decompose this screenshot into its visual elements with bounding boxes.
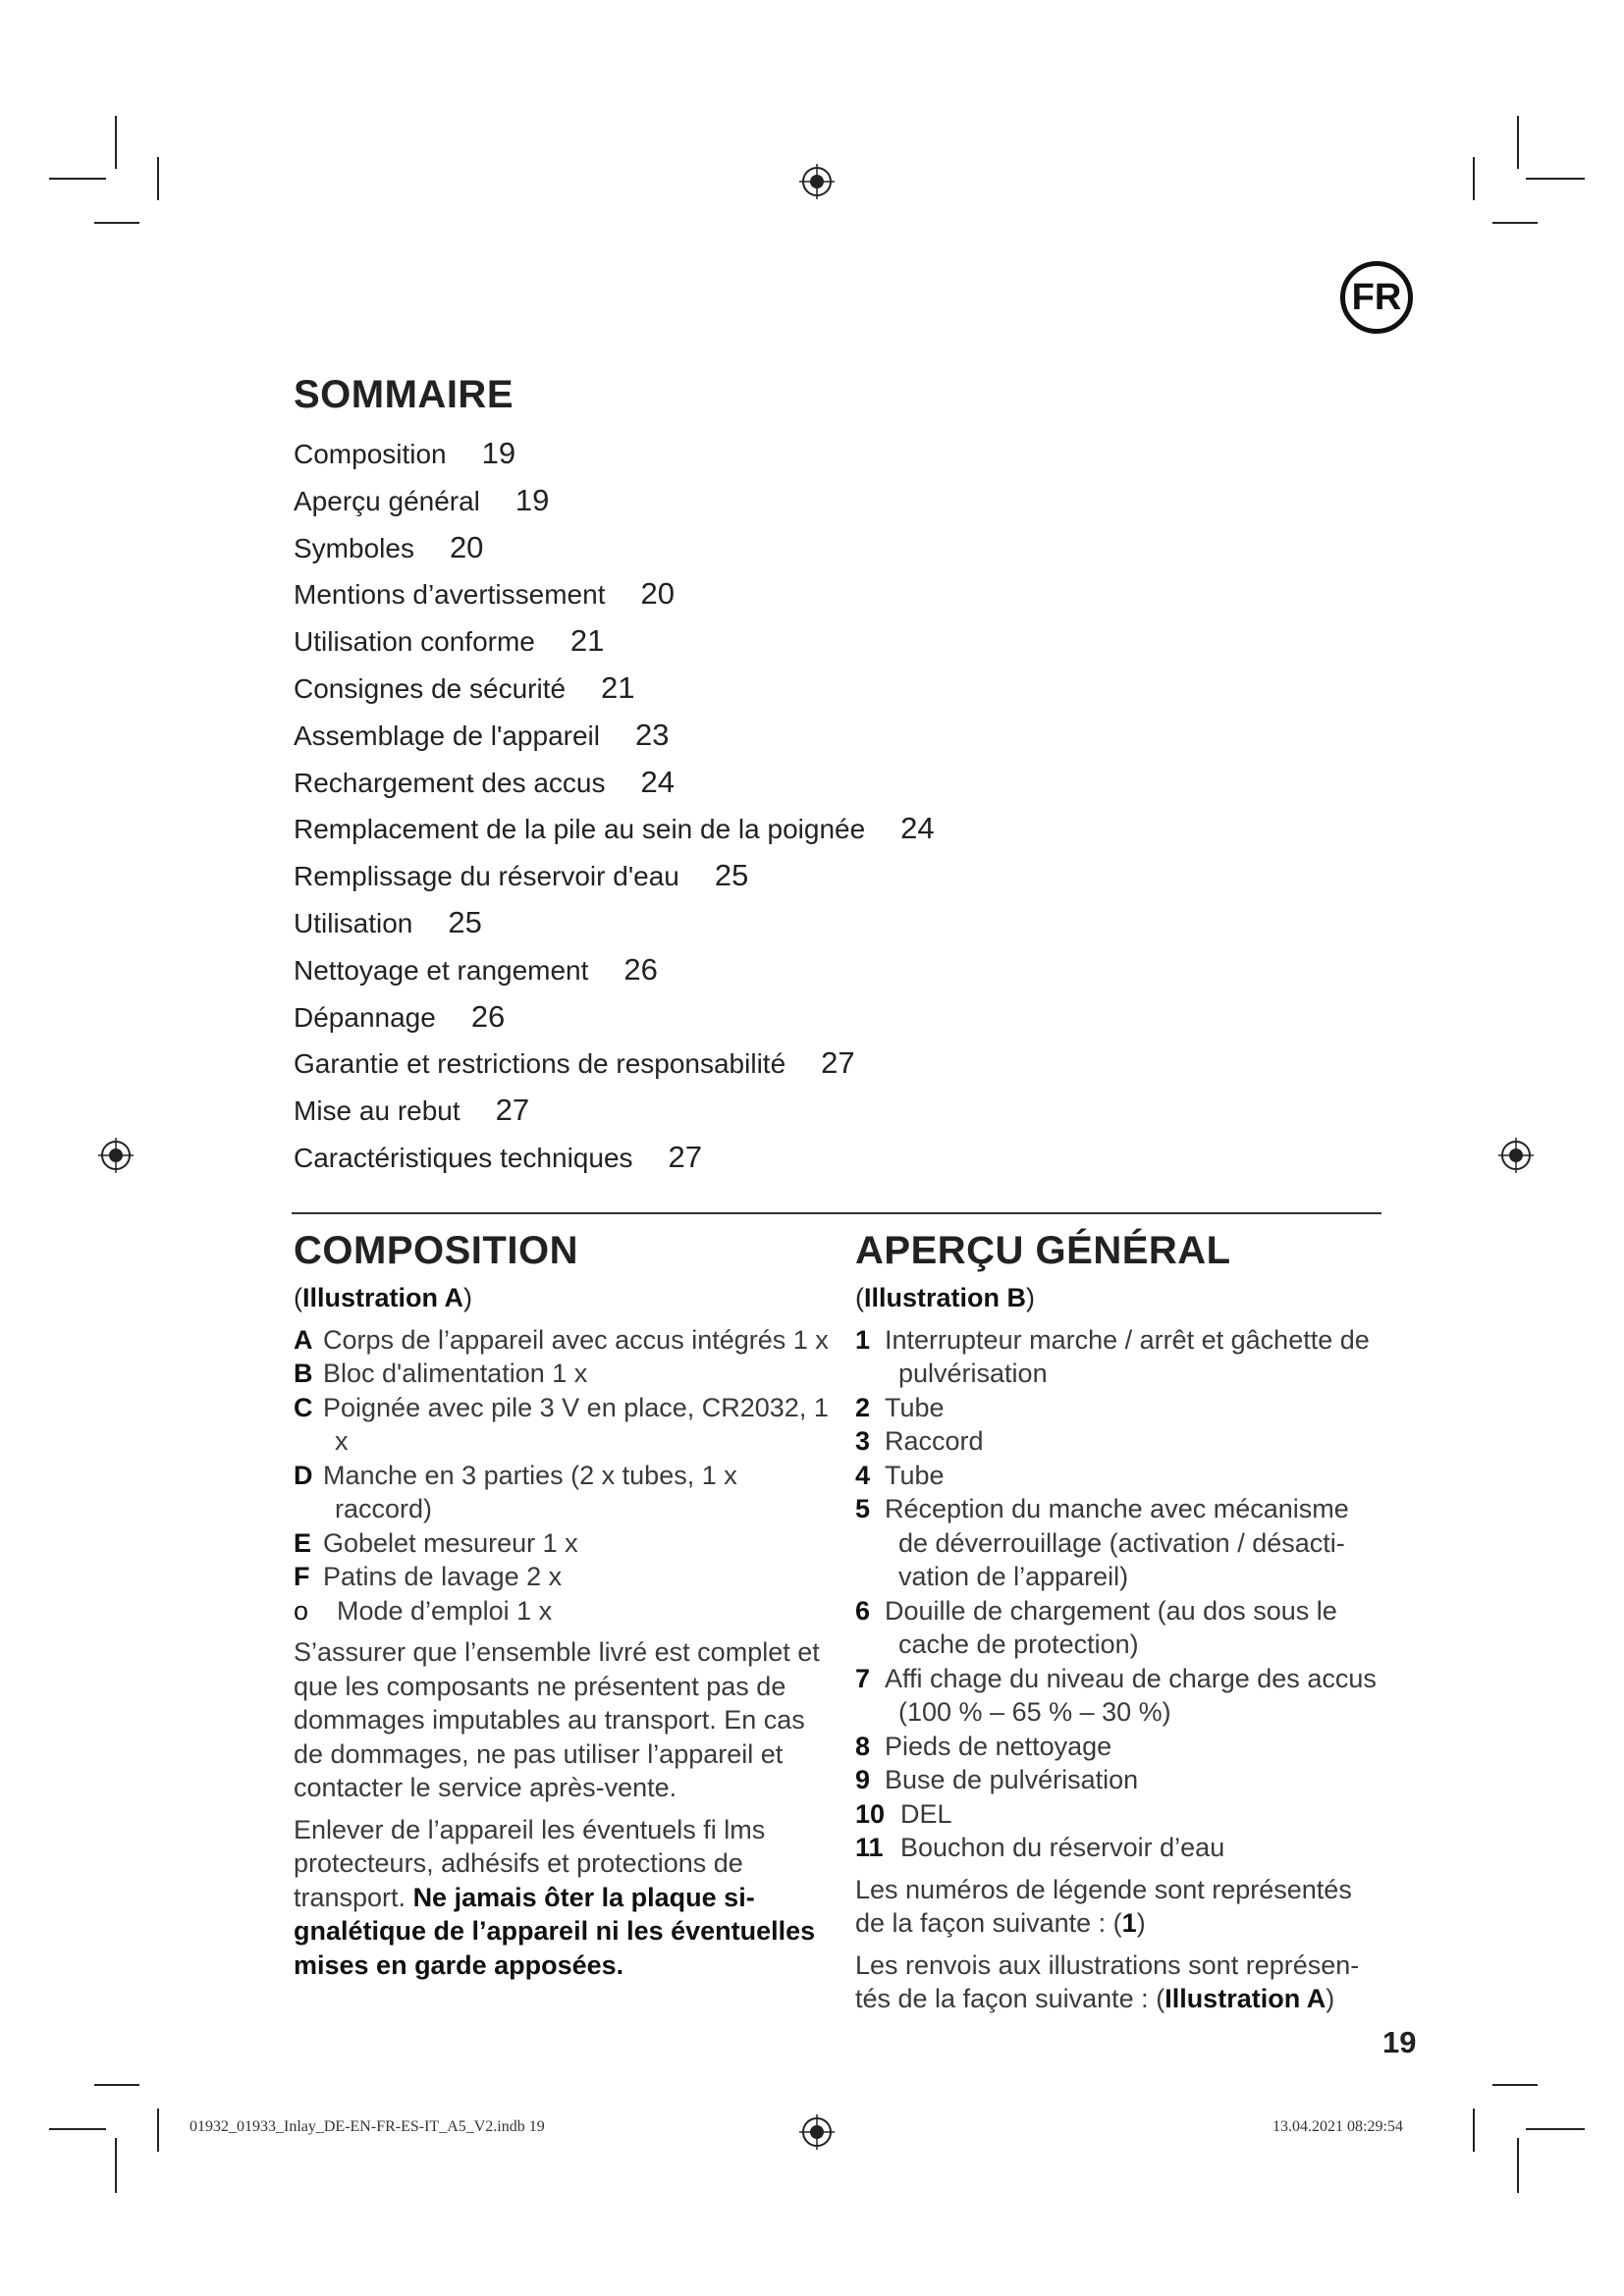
toc-entry	[294, 670, 935, 718]
composition-warning-paragraph: Enlever de l’appareil les éventuels fi lms protecteurs, adhésifs et protections de transport. Ne jamais ôter la plaque si-gnalétique de l’appareil ni les éventuelles mises en garde apposées.	[294, 1814, 816, 1980]
section-divider	[292, 1212, 1381, 1214]
list-item-key: 10	[855, 1798, 886, 1829]
toc-entry-label: Utilisation conforme	[294, 626, 535, 658]
list-item-key: E	[294, 1527, 312, 1558]
language-badge: FR	[1340, 261, 1413, 334]
toc-entry-page: 25	[714, 858, 749, 893]
toc-entry-label: Mise au rebut	[294, 1095, 460, 1127]
list-item-key: 2	[855, 1392, 871, 1422]
toc-entry-page: 21	[569, 623, 605, 659]
toc-entry-label: Caractéristiques techniques	[294, 1142, 633, 1173]
list-item-key: C	[294, 1392, 313, 1422]
list-item	[855, 1323, 1385, 1391]
toc-entry-page: 24	[640, 764, 675, 799]
toc-entry-label: Nettoyage et rangement	[294, 954, 589, 986]
footer-datetime: 13.04.2021 08:29:54	[1272, 2118, 1403, 2135]
page-number: 19	[1382, 2025, 1417, 2059]
list-item-text: Gobelet mesureur 1 x	[323, 1527, 578, 1558]
list-item-text: Tube	[885, 1460, 945, 1490]
toc-entry-label: Garantie et restrictions de responsabilité	[294, 1048, 786, 1080]
list-item-key: 8	[855, 1731, 871, 1761]
composition-title: COMPOSITION	[294, 1229, 578, 1272]
list-item-text: Buse de pulvérisation	[885, 1765, 1139, 1794]
toc-entry	[294, 623, 935, 670]
composition-column	[294, 1281, 832, 1982]
toc-entry	[294, 999, 935, 1046]
registration-mark-icon	[1496, 1136, 1536, 1175]
overview-column	[855, 1281, 1385, 2016]
list-item	[855, 1763, 1385, 1797]
toc-entry	[294, 1093, 935, 1140]
list-item-text: Poignée avec pile 3 V en place, CR2032, 1 x	[323, 1392, 829, 1456]
list-item	[855, 1730, 1385, 1764]
toc-entry	[294, 858, 935, 905]
list-item-text: Corps de l’appareil avec accus intégrés 1 x	[323, 1324, 829, 1355]
toc-entry	[294, 576, 935, 623]
list-item	[855, 1662, 1385, 1730]
list-item-key: 4	[855, 1460, 871, 1490]
toc-entry-page: 23	[634, 717, 670, 752]
list-item	[855, 1459, 1385, 1493]
list-item-key: B	[294, 1359, 313, 1388]
toc-entry-label: Aperçu général	[294, 485, 480, 516]
list-item-text: Tube	[885, 1392, 945, 1422]
toc-entry	[294, 483, 935, 530]
table-of-contents	[294, 436, 935, 1187]
toc-entry-page: 19	[481, 436, 516, 470]
toc-entry-page: 20	[640, 576, 675, 612]
toc-entry-label: Consignes de sécurité	[294, 672, 567, 704]
list-item	[294, 1594, 832, 1629]
toc-entry-label: Symboles	[294, 532, 414, 563]
list-item	[855, 1831, 1385, 1865]
toc-entry	[294, 952, 935, 999]
composition-list	[294, 1323, 832, 1629]
list-item	[855, 1492, 1385, 1594]
list-item	[294, 1323, 832, 1358]
toc-entry-page: 27	[821, 1045, 855, 1081]
toc-entry-page: 25	[448, 904, 482, 939]
registration-mark-icon	[797, 2112, 837, 2152]
toc-entry-page: 27	[668, 1139, 702, 1174]
list-item-key: o	[294, 1595, 309, 1626]
toc-entry-page: 20	[449, 529, 484, 564]
toc-entry-label: Utilisation	[294, 907, 413, 938]
list-item-text: Mode d’emploi 1 x	[337, 1595, 553, 1626]
list-item	[855, 1594, 1385, 1662]
registration-mark-icon	[96, 1136, 135, 1175]
toc-entry-label: Composition	[294, 439, 447, 469]
list-item-key: A	[294, 1324, 313, 1355]
list-item-key: 9	[855, 1765, 871, 1794]
list-item-text: Bloc d'alimentation 1 x	[323, 1359, 588, 1388]
toc-entry-label: Mentions d’avertissement	[294, 579, 606, 611]
list-item-key: D	[294, 1460, 313, 1490]
list-item-text: Patins de lavage 2 x	[323, 1562, 563, 1591]
toc-entry	[294, 765, 935, 812]
list-item-text: Douille de chargement (au dos sous le cache de protection)	[885, 1595, 1337, 1659]
toc-entry-label: Assemblage de l'appareil	[294, 720, 600, 751]
list-item	[294, 1526, 832, 1561]
toc-entry	[294, 530, 935, 577]
overview-note-legend: Les numéros de légende sont représentés de la façon suivante : (1)	[855, 1874, 1352, 1938]
list-item-text: Réception du manche avec mécanisme de déverrouillage (activation / désacti-vation de l’appareil)	[885, 1494, 1349, 1591]
list-item	[294, 1357, 832, 1391]
toc-entry-page: 27	[495, 1093, 530, 1128]
list-item	[855, 1424, 1385, 1459]
toc-entry	[294, 718, 935, 765]
composition-illustration-ref: (Illustration A)	[294, 1283, 473, 1312]
list-item-text: Affi chage du niveau de charge des accus (100 % – 65 % – 30 %)	[885, 1663, 1377, 1727]
toc-entry-page: 26	[470, 998, 506, 1034]
toc-entry-label: Remplissage du réservoir d'eau	[294, 861, 679, 892]
footer-file-info: 01932_01933_Inlay_DE-EN-FR-ES-IT_A5_V2.indb 19	[189, 2118, 545, 2135]
summary-title: SOMMAIRE	[294, 373, 514, 416]
list-item-key: 5	[855, 1494, 871, 1523]
overview-list	[855, 1323, 1385, 1865]
toc-entry-label: Dépannage	[294, 1001, 436, 1033]
toc-entry-page: 24	[900, 811, 935, 846]
toc-entry-page: 26	[623, 951, 658, 987]
list-item-text: Interrupteur marche / arrêt et gâchette de pulvérisation	[885, 1324, 1370, 1388]
toc-entry-page: 19	[514, 482, 550, 517]
toc-entry	[294, 1045, 935, 1093]
list-item	[855, 1797, 1385, 1832]
toc-entry	[294, 436, 935, 483]
list-item-text: Raccord	[885, 1426, 984, 1456]
toc-entry-label: Rechargement des accus	[294, 767, 606, 798]
list-item-key: 3	[855, 1426, 871, 1456]
list-item-key: 1	[855, 1324, 871, 1355]
list-item-text: DEL	[900, 1798, 952, 1829]
list-item-key: 7	[855, 1663, 871, 1693]
overview-note-illustrations: Les renvois aux illustrations sont représen-tés de la façon suivante : (Illustration A)	[855, 1949, 1360, 2013]
toc-entry	[294, 811, 935, 858]
list-item	[294, 1391, 832, 1459]
toc-entry-page: 21	[601, 669, 635, 705]
list-item-text: Pieds de nettoyage	[885, 1731, 1112, 1761]
overview-illustration-ref: (Illustration B)	[855, 1283, 1036, 1312]
list-item-key: 11	[855, 1833, 884, 1862]
toc-entry	[294, 1140, 935, 1187]
list-item-key: F	[294, 1562, 310, 1591]
toc-entry-label: Remplacement de la pile au sein de la poignée	[294, 814, 866, 845]
overview-title: APERÇU GÉNÉRAL	[855, 1229, 1231, 1272]
toc-entry	[294, 905, 935, 952]
list-item-text: Manche en 3 parties (2 x tubes, 1 x raccord)	[323, 1460, 737, 1523]
list-item	[855, 1391, 1385, 1425]
list-item-text: Bouchon du réservoir d’eau	[900, 1833, 1225, 1862]
list-item-key: 6	[855, 1595, 871, 1626]
registration-mark-icon	[797, 162, 837, 201]
composition-paragraph: S’assurer que l’ensemble livré est complet et que les composants ne présentent pas de dommages imputables au transport. En cas de dommages, ne pas utiliser l’appareil et contacter le service après-vente.	[294, 1637, 820, 1802]
list-item	[294, 1560, 832, 1594]
list-item	[294, 1459, 832, 1526]
